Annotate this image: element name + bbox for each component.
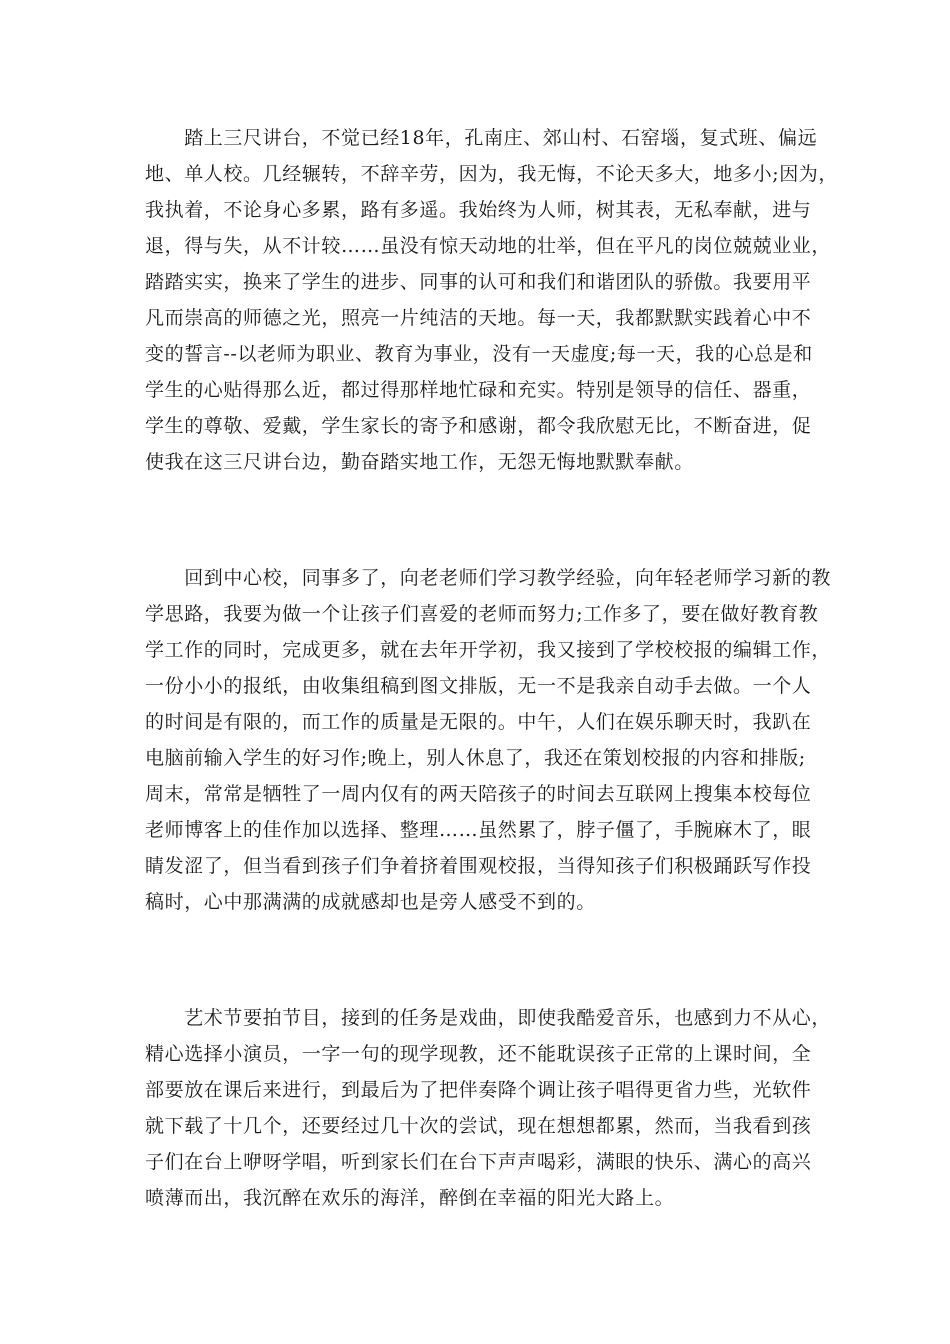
paragraph-3 <box>145 1000 832 1216</box>
text-line: 喷薄而出，我沉醉在欢乐的海洋，醉倒在幸福的阳光大路上。 <box>145 1187 675 1209</box>
text-line: 地、单人校。几经辗转，不辞辛劳，因为，我无悔，不论天多大，地多小;因为， <box>145 163 839 185</box>
paragraph-2 <box>145 560 832 920</box>
text-line: 凡而崇高的师德之光，照亮一片纯洁的天地。每一天，我都默默实践着心中不 <box>145 307 812 329</box>
text-line: 学思路，我要为做一个让孩子们喜爱的老师而努力;工作多了，要在做好教育教 <box>145 603 819 625</box>
paragraph-1 <box>145 120 839 480</box>
text-line: 退，得与失，从不计较……虽没有惊天动地的壮举，但在平凡的岗位兢兢业业， <box>145 235 832 257</box>
text-line: 子们在台上咿呀学唱，听到家长们在台下声声喝彩，满眼的快乐、满心的高兴 <box>145 1151 812 1173</box>
text-line: 的时间是有限的，而工作的质量是无限的。中午，人们在娱乐聊天时，我趴在 <box>145 711 812 733</box>
text-line: 部要放在课后来进行，到最后为了把伴奏降个调让孩子唱得更省力些，光软件 <box>145 1079 812 1101</box>
text-line: 学生的心贴得那么近，都过得那样地忙碌和充实。特别是领导的信任、器重， <box>145 379 812 401</box>
text-line: 周末，常常是牺牲了一周内仅有的两天陪孩子的时间去互联网上搜集本校每位 <box>145 783 812 805</box>
text-line: 稿时，心中那满满的成就感却也是旁人感受不到的。 <box>145 891 596 913</box>
text-line: 老师博客上的佳作加以选择、整理……虽然累了，脖子僵了，手腕麻木了，眼 <box>145 819 812 841</box>
text-line: 一份小小的报纸，由收集组稿到图文排版，无一不是我亲自动手去做。一个人 <box>145 675 812 697</box>
text-line: 使我在这三尺讲台边，勤奋踏实地工作，无怨无悔地默默奉献。 <box>145 451 694 473</box>
text-line: 学工作的同时，完成更多，就在去年开学初，我又接到了学校校报的编辑工作， <box>145 639 832 661</box>
text-line: 就下载了十几个，还要经过几十次的尝试，现在想想都累，然而，当我看到孩 <box>145 1115 812 1137</box>
text-line: 睛发涩了，但当看到孩子们争着挤着围观校报，当得知孩子们积极踊跃写作投 <box>145 855 812 877</box>
text-line: 踏踏实实，换来了学生的进步、同事的认可和我们和谐团队的骄傲。我要用平 <box>145 271 812 293</box>
text-line: 变的誓言--以老师为职业、教育为事业，没有一天虚度;每一天，我的心总是和 <box>145 343 813 365</box>
text-line: 踏上三尺讲台，不觉已经18年，孔南庄、郊山村、石窑堖，复式班、偏远 <box>145 127 818 149</box>
text-line: 精心选择小演员，一字一句的现学现教，还不能耽误孩子正常的上课时间，全 <box>145 1043 812 1065</box>
text-line: 学生的尊敬、爱戴，学生家长的寄予和感谢，都令我欣慰无比，不断奋进，促 <box>145 415 812 437</box>
text-line: 我执着，不论身心多累，路有多遥。我始终为人师，树其表，无私奉献，进与 <box>145 199 812 221</box>
text-line: 艺术节要拍节目，接到的任务是戏曲，即使我酷爱音乐，也感到力不从心， <box>145 1007 832 1029</box>
text-line: 回到中心校，同事多了，向老老师们学习教学经验，向年轻老师学习新的教 <box>145 567 832 589</box>
text-line: 电脑前输入学生的好习作;晚上，别人休息了，我还在策划校报的内容和排版; <box>145 747 806 769</box>
